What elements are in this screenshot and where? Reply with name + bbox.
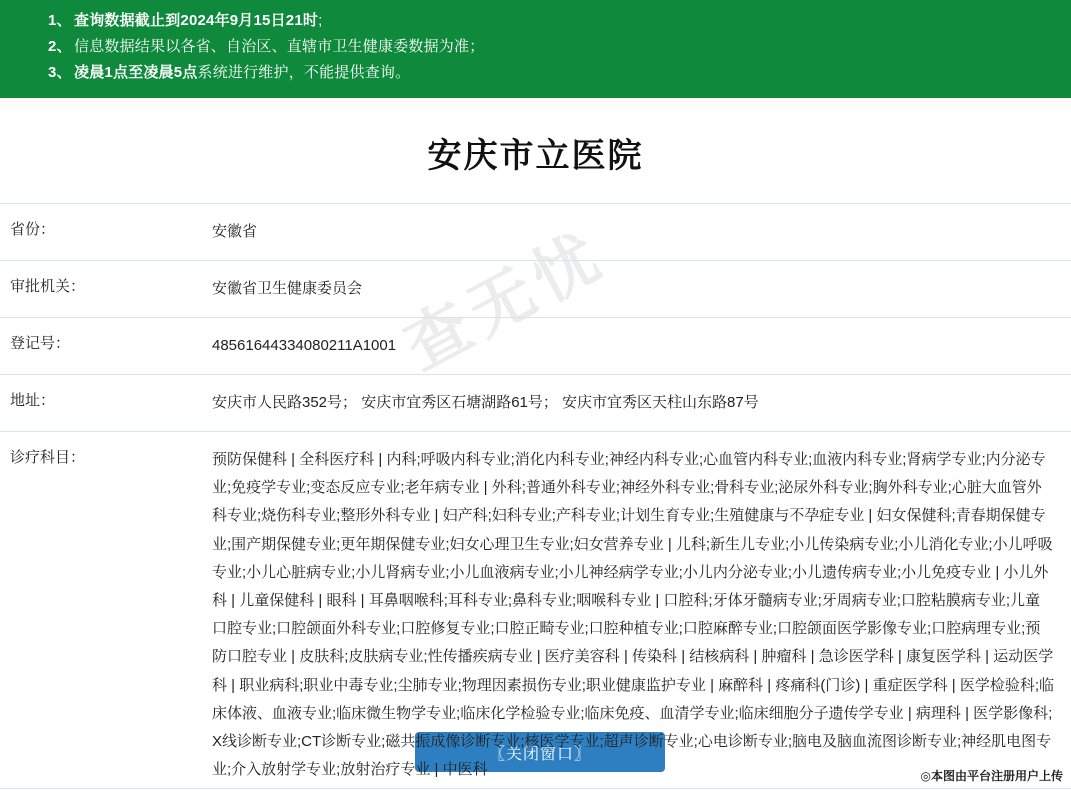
notice-line-3-bold: 凌晨1点至凌晨5点 [74,64,198,81]
departments-text: 预防保健科 | 全科医疗科 | 内科;呼吸内科专业;消化内科专业;神经内科专业;心血管内科专业;血液内科专业;肾病学专业;内分泌专业;免疫学专业;变态反应专业;老年病专业 | 外科;普通外科专业;神经外科专业;骨科专业;泌尿外科专业;胸外科专业;心脏大血管外科专业;烧伤科专业;整形外科专业 | 妇产科;妇科专业;产科专业;计划生育专业;生殖健康与不孕症专业 | 妇女保健科;青春期保健专业;围产期保健专业;更年期保健专业;妇女心理卫生专业;妇女营养专业 | 儿科;新生儿专业;小儿传染病专业;小儿消化专业;小儿呼吸专业;小儿心脏病专业;小儿肾病专业;小儿血液病专业;小儿神经病学专业;小儿内分泌专业;小儿遗传病专业;小儿免疫专业 | 小儿外科 | 儿童保健科 | 眼科 | 耳鼻咽喉科;耳科专业;鼻科专业;咽喉科专业 | 口腔科;牙体牙髓病专业;牙周病专业;口腔粘膜病专业;儿童口腔专业;口腔颌面外科专业;口腔修复专业;口腔正畸专业;口腔种植专业;口腔麻醉专业;口腔颌面医学影像专业;口腔病理专业;预防口腔专业 | 皮肤科;皮肤病专业;性传播疾病专业 | 医疗美容科 | 传染科 | 结核病科 | 肿瘤科 | 急诊医学科 | 康复医学科 | 运动医学科 | 职业病科;职业中毒专业;尘肺专业;物理因素损伤专业;职业健康监护专业 | 麻醉科 | 疼痛科(门诊) | 重症医学科 | 医学检验科;临床体液、血液专业;临床微生物学专业;临床化学检验专业;临床免疫、血清学专业;临床细胞分子遗传学专业 | 病理科 | 医学影像科;X线诊断专业;CT诊断专业;磁共振成像诊断专业;核医学专业;超声诊断专业;心电诊断专业;脑电及脑血流图诊断专业;神经肌电图专业;介入放射学专业;放射治疗专业 | 中医科 [212,451,1054,779]
table-row [0,204,1071,261]
row-value-departments [210,432,1071,789]
table-row [0,375,1071,432]
row-value-registration-number: 48561644334080211A1001 [212,337,397,354]
row-label-address: 地址： [10,392,56,409]
row-label-approval-authority: 审批机关： [10,278,86,295]
row-value-province: 安徽省 [212,223,258,240]
table-row [0,432,1071,789]
row-label-province: 省份： [10,221,56,238]
watermark: 查无忧 [393,217,618,383]
table-row [0,261,1071,318]
page-title: 安庆市立医院 [427,137,644,175]
notice-line-1-number: 1、 [48,12,72,29]
close-window-button[interactable]: 〖关闭窗口〗 [415,732,665,772]
title-area [0,98,1071,203]
row-label-departments: 诊疗科目： [10,449,86,466]
notice-line-3-tail: 系统进行维护，不能提供查询。 [197,64,411,81]
notice-line-3-number: 3、 [48,64,72,81]
table-row [0,318,1071,375]
notice-line-3 [0,60,1071,86]
hospital-info-table [0,203,1071,789]
notice-line-1-bold: 查询数据截止到2024年9月15日21时 [74,12,319,29]
notice-line-1-tail: ; [318,12,323,29]
notice-line-2-number: 2、 [48,38,72,55]
row-value-address: 安庆市人民路352号； 安庆市宜秀区石塘湖路61号； 安庆市宜秀区天柱山东路87号 [212,394,759,411]
row-label-registration-number: 登记号： [10,335,71,352]
upload-note: ◎本图由平台注册用户上传 [920,769,1063,783]
notice-line-2 [0,34,1071,60]
notice-banner [0,0,1071,98]
row-value-approval-authority: 安徽省卫生健康委员会 [212,280,363,297]
notice-line-2-tail: 信息数据结果以各省、自治区、直辖市卫生健康委数据为准； [74,38,485,55]
notice-line-1 [0,8,1071,34]
